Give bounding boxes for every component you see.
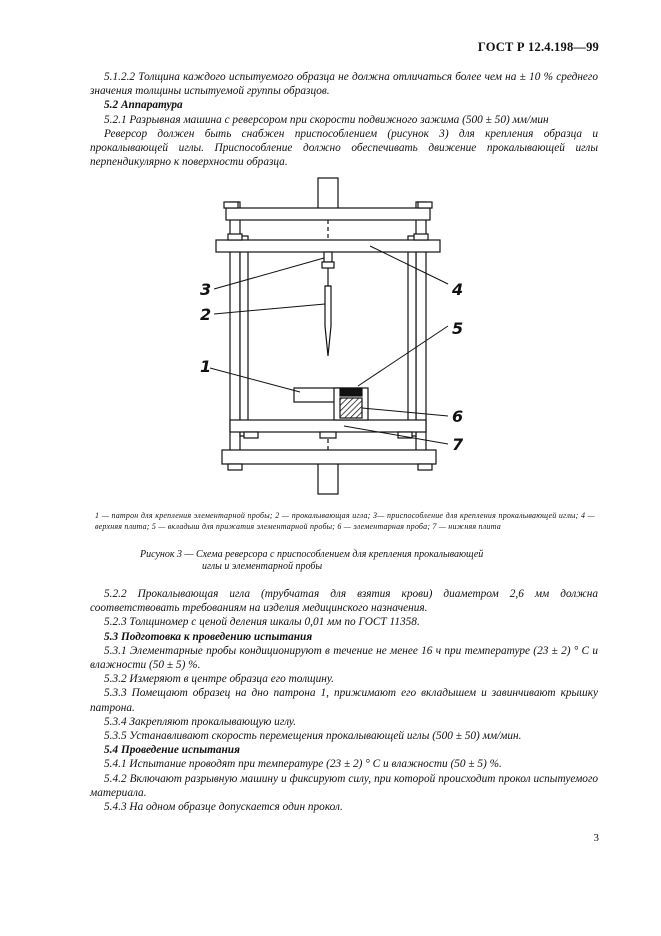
page-number: 3 [593,832,599,844]
paragraph-5-1-2-2: 5.1.2.2 Толщина каждого испытуемого образца не должна отличаться более чем на ± 10 % среднего значения толщины испытуемой группы образцов. [90,71,598,98]
paragraph-5-2-2: 5.2.2 Прокалывающая игла (трубчатая для взятия крови) диаметром 2,6 мм должна соответствовать требованиям на изделия медицинского назначения. [90,588,598,615]
paragraph-5-3-4: 5.3.4 Закрепляют прокалывающую иглу. [104,715,296,728]
caption-line-1: Рисунок 3 — Схема реверсора с приспособлением для крепления прокалывающей [140,549,484,560]
base-plate [222,450,436,464]
upper-plate-4 [216,240,440,252]
paragraph-5-4-2: 5.4.2 Включают разрывную машину и фиксируют силу, при которой происходит прокол испытуемого материала. [90,772,598,799]
heading-5-2: 5.2 Аппаратура [104,99,183,112]
text-block-top [90,70,598,169]
figure-label-7: 7 [452,435,464,454]
figure-label-2: 2 [200,305,212,324]
paragraph-5-2-3: 5.2.3 Толщиномер с ценой деления шкалы 0,01 мм по ГОСТ 11358. [104,616,420,629]
caption-line-2: иглы и элементарной пробы [202,561,323,572]
chuck-1 [294,388,340,402]
text-block-bottom [90,587,598,814]
piercing-needle-2 [325,286,331,356]
top-plate [226,208,430,220]
sample-6 [340,398,362,418]
figure-legend: 1 — патрон для крепления элементарной пробы; 2 — прокалывающая игла; 3— приспособление для крепления прокалывающей иглы; 4 — верхняя плита; 5 — вкладыш для прижатия элементарной пробы; 6 — элементарная проба; 7 — нижняя плита [95,511,595,531]
heading-5-4: 5.4 Проведение испытания [104,744,240,757]
figure-label-4: 4 [452,280,464,299]
figure-caption [140,549,540,573]
needle-holder-3 [324,252,332,262]
paragraph-5-3-2: 5.3.2 Измеряют в центре образца его толщину. [104,673,334,686]
paragraph-reversor: Реверсор должен быть снабжен приспособлением (рисунок 3) для крепления образца и прокалывающей иглы. Приспособление должно обеспечивать движение прокалывающей иглы перпендикулярно к поверхности образца. [90,127,598,169]
lower-plate-7 [230,420,426,432]
figure-label-5: 5 [452,319,464,338]
reversor-diagram [190,176,480,498]
paragraph-5-3-5: 5.3.5 Устанавливают скорость перемещения прокалывающей иглы (500 ± 50) мм/мин. [104,730,522,743]
left-inner-post [240,236,248,436]
heading-5-3: 5.3 Подготовка к проведению испытания [104,630,313,643]
paragraph-5-4-3: 5.4.3 На одном образце допускается один прокол. [104,801,343,814]
standard-code-header: ГОСТ Р 12.4.198—99 [477,40,599,54]
paragraph-5-4-1: 5.4.1 Испытание проводят при температуре (23 ± 2) ° С и влажности (50 ± 5) %. [104,758,502,771]
figure-label-1: 1 [200,357,212,376]
insert-5 [340,388,362,396]
paragraph-5-3-1: 5.3.1 Элементарные пробы кондиционируют в течение не менее 16 ч при температуре (23 ± 2) ° С и влажности (50 ± 5) %. [90,644,598,672]
paragraph-5-2-1: 5.2.1 Разрывная машина с реверсором при скорости подвижного зажима (500 ± 50) мм/мин [104,113,549,126]
paragraph-5-3-3: 5.3.3 Помещают образец на дно патрона 1, прижимают его вкладышем и завинчивают крышку патрона. [90,687,598,714]
figure-label-3: 3 [200,280,212,299]
figure-label-6: 6 [452,407,464,426]
